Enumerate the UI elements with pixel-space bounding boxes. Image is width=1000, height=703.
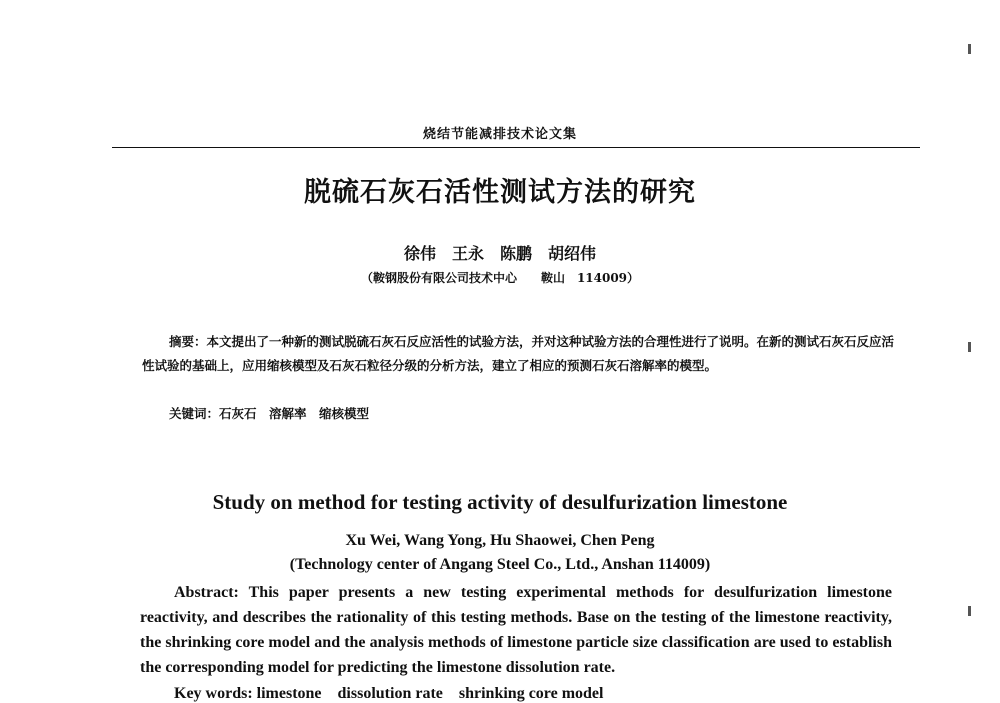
title-chinese: 脱硫石灰石活性测试方法的研究 [304, 177, 696, 208]
abstract-english [140, 580, 892, 680]
keywords-label-english: Key words: [174, 685, 253, 702]
keywords-label-chinese: 关键词： [169, 406, 220, 421]
abstract-chinese [142, 330, 896, 378]
abstract-text-chinese: 本文提出了一种新的测试脱硫石灰石反应活性的试验方法，并对这种试验方法的合理性进行了说明。在新的测试石灰石反应活性试验的基础上，应用缩核模型及石灰石粒径分级的分析方法，建立了相应的预测石灰石溶解率的模型。 [142, 334, 895, 373]
abstract-label-english: Abstract: [174, 584, 239, 601]
scan-edge-mark [968, 44, 971, 54]
authors-english: Xu Wei, Wang Yong, Hu Shaowei, Chen Peng [345, 532, 655, 549]
scan-edge-mark [968, 606, 971, 616]
keywords-text-chinese: 石灰石 溶解率 缩核模型 [219, 406, 370, 421]
title-english: Study on method for testing activity of desulfurization limestone [212, 490, 788, 514]
abstract-text-english: This paper presents a new testing experimental methods for desulfurization limestone reactivity, and describes the rationality of this testing methods. Base on the testing of the limestone reactivity, the shrinking core model and the analysis methods of limestone particle size classification are used to establish the corresponding model for predicting the limestone dissolution rate. [140, 584, 893, 676]
header-rule [112, 147, 920, 148]
keywords-chinese [169, 404, 869, 422]
running-header: 烧结节能减排技术论文集 [422, 127, 577, 142]
affiliation-english: (Technology center of Angang Steel Co., Ltd., Anshan 114009) [289, 556, 711, 573]
affiliation-chinese: （鞍钢股份有限公司技术中心 鞍山 114009） [360, 271, 640, 285]
keywords-english [174, 680, 874, 703]
authors-chinese: 徐伟 王永 陈鹏 胡绍伟 [403, 244, 596, 263]
keywords-text-english: limestone dissolution rate shrinking core model [256, 685, 604, 702]
abstract-label-chinese: 摘要： [169, 334, 207, 349]
scan-edge-mark [968, 342, 971, 352]
